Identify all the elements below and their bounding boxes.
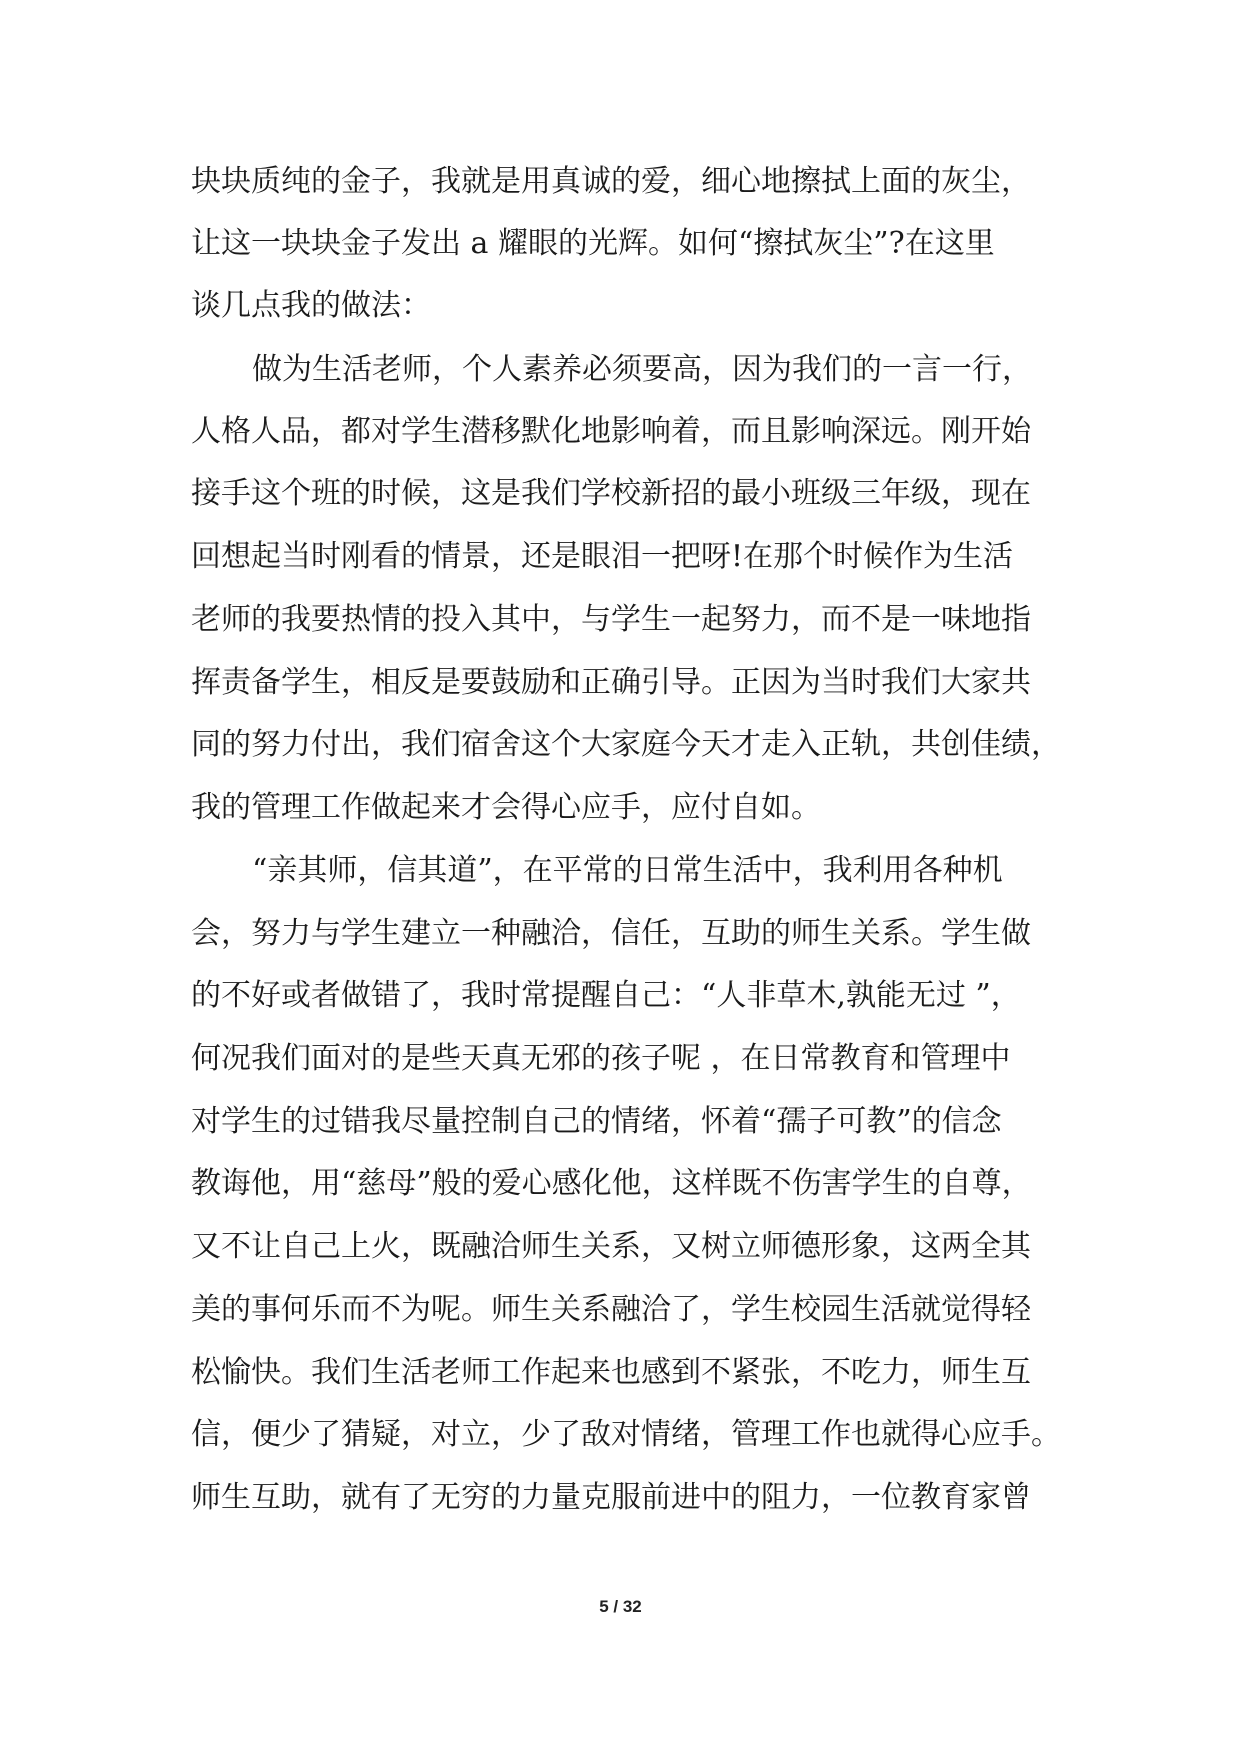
text-line: 挥责备学生，相反是要鼓励和正确引导。正因为当时我们大家共 (191, 665, 1031, 700)
text-line: 会，努力与学生建立一种融洽，信任，互助的师生关系。学生做 (191, 916, 1031, 951)
paragraph-first-line: 做为生活老师，个人素养必须要高，因为我们的一言一行， (252, 352, 1032, 387)
text-line: 块块质纯的金子，我就是用真诚的爱，细心地擦拭上面的灰尘， (191, 164, 1031, 199)
text-line: 接手这个班的时候，这是我们学校新招的最小班级三年级，现在 (191, 476, 1031, 511)
text-line: 谈几点我的做法： (191, 288, 431, 323)
text-line: 师生互助，就有了无穷的力量克服前进中的阻力，一位教育家曾 (191, 1480, 1031, 1515)
text-line: 同的努力付出，我们宿舍这个大家庭今天才走入正轨，共创佳绩， (191, 727, 1061, 762)
text-line: 老师的我要热情的投入其中，与学生一起努力，而不是一味地指 (191, 602, 1031, 637)
text-line: 教诲他，用“慈母”般的爱心感化他，这样既不伤害学生的自尊， (191, 1166, 1032, 1201)
page-number: 5 / 32 (599, 1597, 642, 1616)
text-line: 回想起当时刚看的情景，还是眼泪一把呀!在那个时候作为生活 (191, 539, 1014, 574)
text-line: 的不好或者做错了，我时常提醒自己：“人非草木,孰能无过 ”， (191, 978, 1021, 1013)
text-line: 信，便少了猜疑，对立，少了敌对情绪，管理工作也就得心应手。 (191, 1417, 1061, 1452)
text-line: 对学生的过错我尽量控制自己的情绪，怀着“孺子可教”的信念 (191, 1104, 1002, 1139)
text-line: 人格人品，都对学生潜移默化地影响着，而且影响深远。刚开始 (191, 414, 1031, 449)
text-line: 美的事何乐而不为呢。师生关系融洽了，学生校园生活就觉得轻 (191, 1292, 1031, 1327)
text-line: 松愉快。我们生活老师工作起来也感到不紧张，不吃力，师生互 (191, 1355, 1031, 1390)
text-line: 让这一块块金子发出 a 耀眼的光辉。如何“擦拭灰尘”?在这里 (191, 226, 995, 261)
text-line: 我的管理工作做起来才会得心应手，应付自如。 (191, 790, 821, 825)
text-line: 又不让自己上火，既融洽师生关系，又树立师德形象，这两全其 (191, 1229, 1031, 1264)
text-line: 何况我们面对的是些天真无邪的孩子呢 ，在日常教育和管理中 (191, 1041, 1011, 1076)
paragraph-first-line: “亲其师，信其道”，在平常的日常生活中，我利用各种机 (252, 853, 1003, 888)
